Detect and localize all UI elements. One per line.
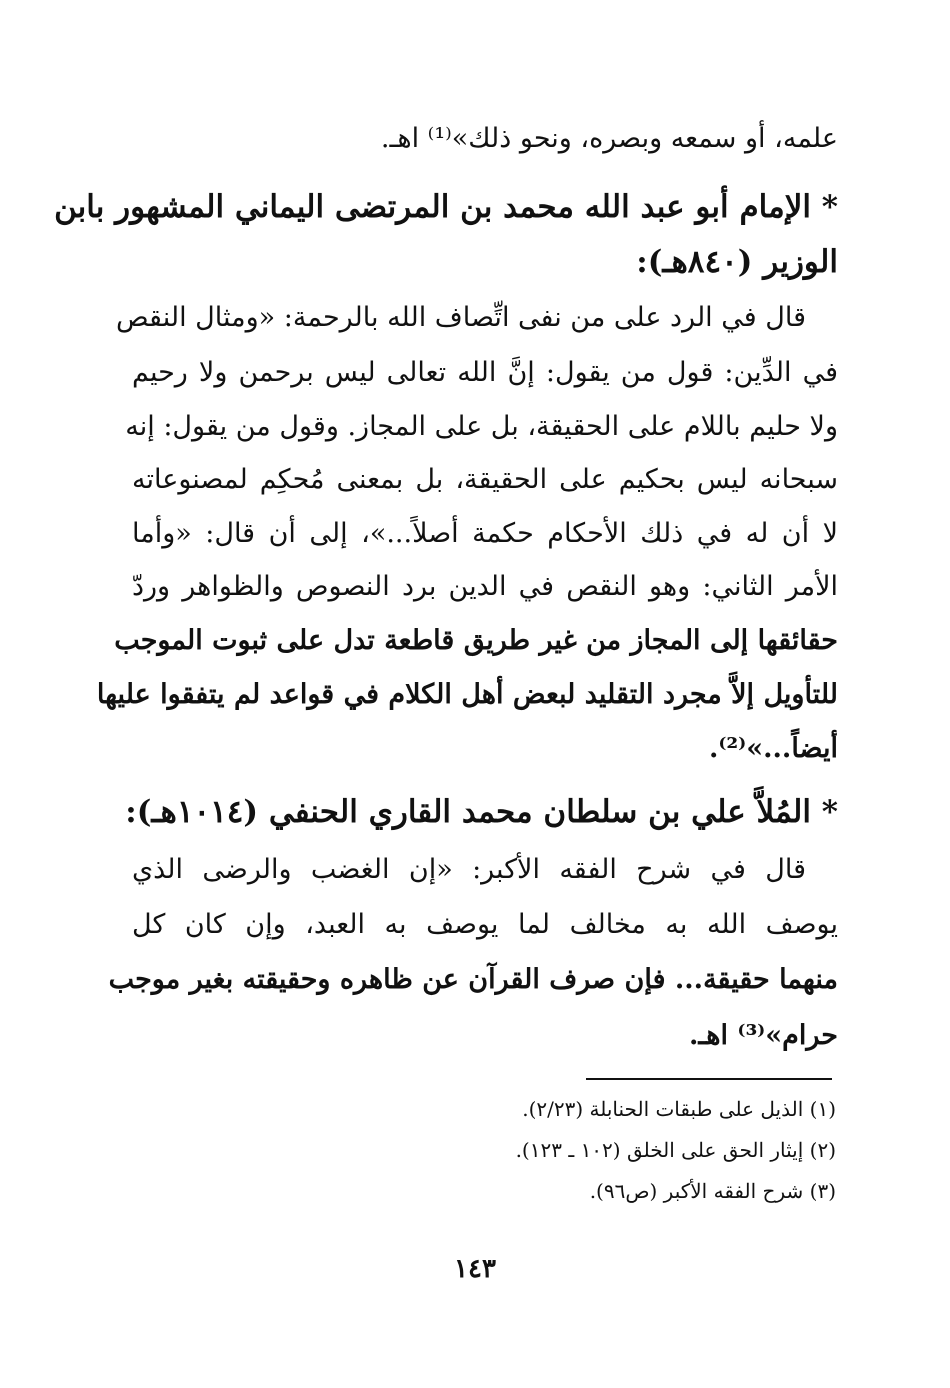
page-number: ١٤٣ (454, 1254, 496, 1284)
section-heading-ibn-al-wazir: * الإمام أبو عبد الله محمد بن المرتضى اليماني المشهور بابن (54, 189, 838, 225)
text-line-11: للتأويل إلاَّ مجرد التقليد لبعض أهل الكلام في قواعد لم يتفقوا عليها (96, 679, 838, 710)
text-line-quote-qari: قال في شرح الفقه الأكبر: «إن الغضب والرضى الذي (132, 854, 806, 885)
text-line-10: حقائقها إلى المجاز من غير طريق قاطعة تدل على ثبوت الموجب (114, 625, 838, 656)
text-line-6: ولا حليم باللام على الحقيقة، بل على المجاز. وقول من يقول: إنه (125, 411, 838, 442)
text-line-7: سبحانه ليس بحكيم على الحقيقة، بل بمعنى مُحكِم لمصنوعاته (132, 464, 838, 495)
text-line-1: علمه، أو سمعه وبصره، ونحو ذلك»⁽¹⁾ اهـ. (380, 123, 838, 154)
text-line-16: منهما حقيقة... فإن صرف القرآن عن ظاهره وحقيقته بغير موجب (108, 964, 838, 995)
text-line-quote-start: قال في الرد على من نفى اتِّصاف الله بالرحمة: «ومثال النقص (115, 302, 806, 333)
text-line-17: حرام»⁽³⁾ اهـ. (688, 1020, 838, 1051)
footnote-2: (٢) إيثار الحق على الخلق (١٠٢ ـ ١٢٣). (515, 1138, 836, 1162)
text-line-15: يوصف الله به مخالف لما يوصف به العبد، وإن كان كل (132, 909, 838, 940)
footnote-3: (٣) شرح الفقه الأكبر (ص٩٦). (589, 1179, 836, 1203)
section-heading-mulla-ali-qari: * المُلاَّ علي بن سلطان محمد القاري الحنفي (١٠١٤هـ): (125, 794, 838, 830)
text-line-9: الأمر الثاني: وهو النقص في الدين برد النصوص والظواهر وردّ (132, 571, 838, 602)
footnote-1: (١) الذيل على طبقات الحنابلة (٢/٢٣). (522, 1097, 836, 1121)
footnote-separator (586, 1078, 832, 1080)
section-heading-ibn-al-wazir-cont: الوزير (٨٤٠هـ): (636, 244, 838, 280)
text-line-5: في الدِّين: قول من يقول: إنَّ الله تعالى ليس برحمن ولا رحيم (132, 357, 838, 388)
text-line-8: لا أن له في ذلك الأحكام حكمة أصلاً...»، إلى أن قال: «وأما (132, 518, 838, 549)
text-line-12: أيضاً...»⁽²⁾. (708, 733, 838, 764)
